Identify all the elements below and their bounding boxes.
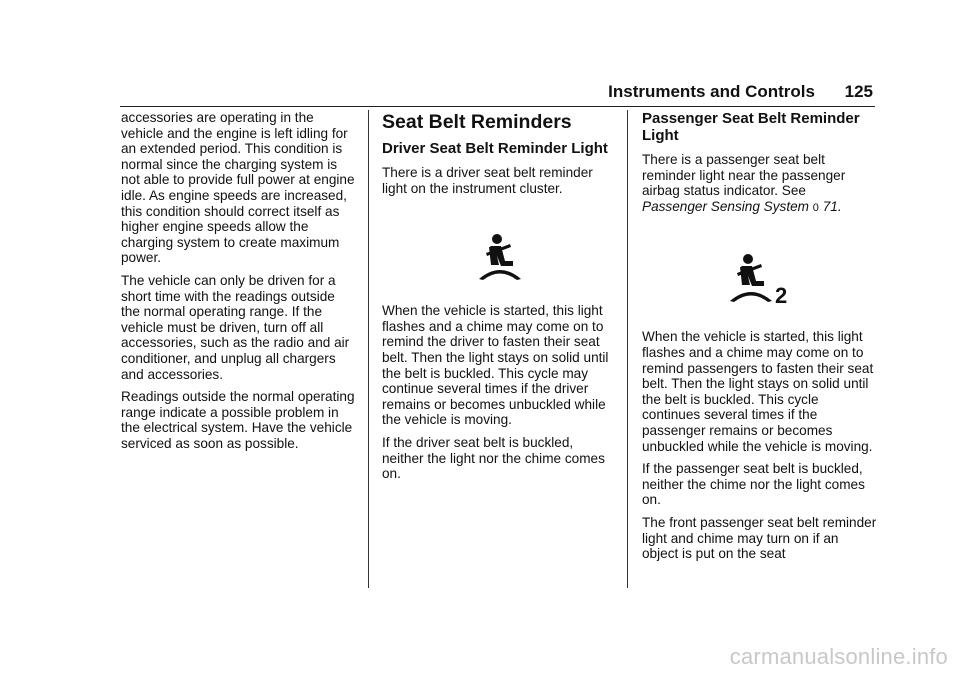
subsection-title: Driver Seat Belt Reminder Light: [382, 140, 608, 157]
page-reference[interactable]: 71: [822, 198, 838, 214]
icon-number: 2: [775, 283, 788, 306]
paragraph: When the vehicle is started, this light flashes and a chime may come on to remind passengers to fasten their seat belt. Then the light stays on solid until the belt is buckled. This cycle continues several times if the passenger remains or becomes unbuckled while the vehicle is moving.: [642, 329, 874, 454]
page-header: [120, 80, 875, 107]
icon-container: [382, 203, 614, 303]
section-title: Seat Belt Reminders: [382, 111, 572, 133]
paragraph: [642, 152, 878, 216]
paragraph: There is a driver seat belt reminder light on the instrument cluster.: [382, 165, 593, 196]
column-divider: [368, 110, 369, 588]
subsection-title: Passenger Seat Belt Reminder Light: [642, 110, 860, 144]
paragraph: Readings outside the normal operating range indicate a possible problem in the electrical system. Have the vehicle serviced as soon as possible.: [121, 389, 355, 451]
paragraph: The vehicle can only be driven for a short time with the readings outside the normal operating range. If the vehicle must be driven, turn off all accessories, such as the radio and air conditioner, and unplug all chargers and accessories.: [121, 272, 350, 382]
paragraph: The front passenger seat belt reminder light and chime may turn on if an object is put on the seat: [642, 514, 877, 562]
seat-belt-reminder-icon: [475, 233, 525, 283]
paragraph: When the vehicle is started, this light flashes and a chime may come on to remind the driver to fasten their seat belt. Then the light stays on solid until the belt is buckled. This cycle may continue several times if the driver remains or becomes unbuckled while the vehicle is moving.: [382, 303, 609, 428]
header-title: Instruments and Controls: [608, 82, 815, 101]
paragraph: If the driver seat belt is buckled, neither the light nor the chime comes on.: [382, 434, 605, 482]
column-3: [642, 110, 878, 569]
column-divider: [627, 110, 628, 588]
page-reference-icon: 0: [812, 201, 819, 214]
cross-reference-link[interactable]: Passenger Sensing System: [642, 198, 809, 214]
intro-end: .: [837, 198, 842, 214]
watermark: carmanualsonline.info: [729, 644, 948, 669]
icon-container: [642, 223, 878, 329]
column-2: [382, 110, 614, 489]
paragraph: If the passenger seat belt is buckled, neither the chime nor the light comes on.: [642, 461, 865, 508]
paragraph: accessories are operating in the vehicle and the engine is left idling for an extended period. This condition is normal since the charging system is not able to provide full power at engine idle. As engine speeds are increased, this condition should correct itself as higher engine speeds allow the charging system to create maximum power.: [121, 110, 355, 266]
page-number: 125: [844, 82, 873, 101]
column-1: [121, 110, 357, 458]
passenger-seat-belt-reminder-icon: [728, 253, 790, 305]
intro-text: There is a passenger seat belt reminder light near the passenger airbag status indicator. See: [642, 152, 846, 199]
